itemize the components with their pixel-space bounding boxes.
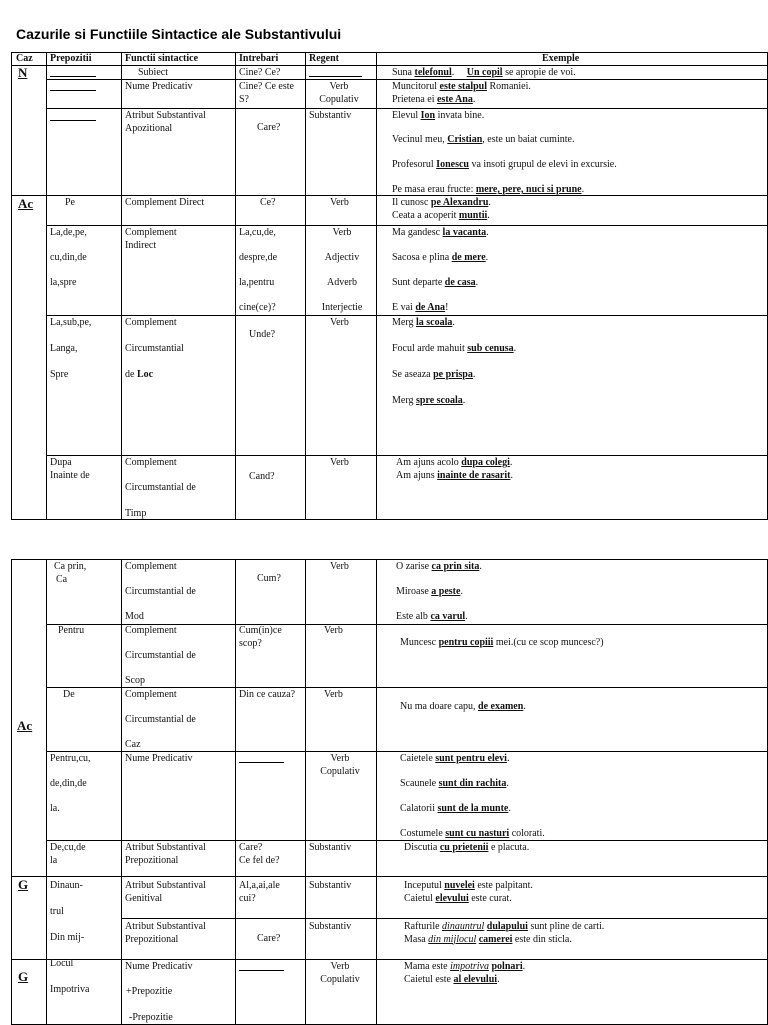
exemplu-complement-scop: Muncesc pentru copiii mei.(cu ce scop muncesc?) <box>400 637 604 648</box>
prepozitie-de: De <box>63 689 75 700</box>
cases-table-2 <box>11 559 768 1025</box>
functie-nume-predicativ: Nume Predicativ <box>125 753 193 764</box>
functie-atribut-genitival: Atribut Substantival Genitival <box>125 880 206 904</box>
exemplu-subiect: Suna telefonul. Un copil se apropie de voi. <box>392 67 576 78</box>
functie-complement-cauza: Complement Circumstantial de Caz <box>125 689 196 750</box>
prepozitii-atribut-prepozitional: De,cu,de la <box>50 842 86 866</box>
exemplu-atribut-apozitional-2: Vecinul meu, Cristian, este un baiat cuminte. <box>392 134 575 145</box>
header-regent: Regent <box>309 53 339 64</box>
exemplu-complement-indirect: Ma gandesc la vacanta. Sacosa e plina de mere. Sunt departe de casa. E vai de Ana! <box>392 227 489 313</box>
functie-complement-loc: Complement Circumstantial de Loc <box>125 317 184 380</box>
intrebare-atribut-apozitional: Care? <box>257 122 281 133</box>
prepozitii-complement-timp: Dupa Inainte de <box>50 457 90 481</box>
header-prepozitii: Prepozitii <box>50 53 92 64</box>
case-label-acuzativ: Ac <box>17 718 33 733</box>
exemplu-atribut-apozitional-1: Elevul Ion invata bine. <box>392 110 485 121</box>
case-label-genitiv: G <box>18 877 29 892</box>
prepozitii-complement-indirect: La,de,pe, cu,din,de la,spre <box>50 227 87 288</box>
prepozitie-pentru: Pentru <box>58 625 85 636</box>
intrebare-atribut-genitival: Al,a,ai,ale cui? <box>239 880 280 904</box>
case-label-nominativ: N <box>18 65 28 80</box>
intrebare-complement-direct: Ce? <box>260 197 276 208</box>
regent-verb: Verb <box>330 457 349 468</box>
intrebare-complement-loc: Unde? <box>249 329 276 340</box>
prepozitie-blank <box>50 81 96 96</box>
intrebare-blank <box>239 753 284 768</box>
header-intrebari: Intrebari <box>239 53 279 64</box>
prepozitii-complement-loc: La,sub,pe, Langa, Spre <box>50 317 92 380</box>
regent-substantiv: Substantiv <box>309 110 352 121</box>
functie-complement-direct: Complement Direct <box>125 197 205 208</box>
regent-blank <box>309 67 362 82</box>
functie-nume-predicativ: Nume Predicativ <box>125 81 193 92</box>
prepozitii-complement-mod: Ca prin, Ca <box>54 561 87 585</box>
functie-complement-scop: Complement Circumstantial de Scop <box>125 625 196 686</box>
exemplu-complement-direct: Il cunosc pe Alexandru. Ceata a acoperit muntii. <box>392 197 491 221</box>
regent-verb: Verb <box>330 561 349 572</box>
exemplu-complement-timp: Am ajuns acolo dupa colegi. Am ajuns inainte de rasarit. <box>396 457 513 481</box>
regent-verb: Verb <box>324 625 343 636</box>
regent-verb-copulativ: Verb Copulativ <box>320 961 360 985</box>
functie-atribut-apozitional: Atribut Substantival Apozitional <box>125 110 206 134</box>
intrebare-complement-timp: Cand? <box>249 471 275 482</box>
prepozitie-blank <box>50 67 96 82</box>
regent-substantiv: Substantiv <box>309 921 352 932</box>
regent-verb-copulativ: Verb Copulativ <box>320 753 360 777</box>
exemplu-nume-predicativ: Muncitorul este stalpul Romaniei. Prietena ei este Ana. <box>392 81 531 105</box>
intrebare-blank <box>239 961 284 976</box>
intrebare-complement-cauza: Din ce cauza? <box>239 689 296 700</box>
prepozitii-nume-predicativ: Pentru,cu, de,din,de la. <box>50 753 91 814</box>
regent-verb: Verb <box>324 689 343 700</box>
case-label-genitiv: G <box>18 969 29 984</box>
exemplu-atribut-prepozitional-genitiv: Rafturile dinauntrul dulapului sunt pline de carti. Masa din mijlocul camerei este din sticla. <box>404 921 605 945</box>
intrebare-atribut-prepozitional-genitiv: Care? <box>257 933 281 944</box>
intrebare-nume-predicativ: Cine? Ce este S? <box>239 81 294 105</box>
prepozitie-blank <box>50 111 96 126</box>
intrebare-subiect: Cine? Ce? <box>239 67 281 78</box>
functie-atribut-prepozitional: Atribut Substantival Prepozitional <box>125 842 206 866</box>
functie-nume-predicativ-genitiv: Nume Predicativ +Prepozitie -Prepozitie <box>125 961 193 1023</box>
exemplu-atribut-genitival: Inceputul nuvelei este palpitant. Caietul elevului este curat. <box>404 880 533 904</box>
regent-verb: Verb <box>330 197 349 208</box>
exemplu-complement-loc: Merg la scoala. Focul arde mahuit sub cenusa. Se aseaza pe prispa. Merg spre scoala. <box>392 317 517 406</box>
page-title: Cazurile si Functiile Sintactice ale Substantivului <box>16 26 342 42</box>
cases-table-1 <box>11 52 768 520</box>
exemplu-complement-mod: O zarise ca prin sita. Miroase a peste. Este alb ca varul. <box>396 561 482 622</box>
prepozitii-genitiv: Dinaun- trul Din mij- Locul Impotriva <box>50 880 90 995</box>
regent-substantiv: Substantiv <box>309 880 352 891</box>
functie-complement-indirect: Complement Indirect <box>125 227 177 251</box>
header-exemple: Exemple <box>542 53 580 64</box>
functie-atribut-prepozitional-genitiv: Atribut Substantival Prepozitional <box>125 921 206 945</box>
exemplu-atribut-apozitional-3: Profesorul Ionescu va insoti grupul de elevi in excursie. <box>392 159 617 170</box>
functie-complement-timp: Complement Circumstantial de Timp <box>125 457 196 519</box>
exemplu-nume-predicativ-genitiv: Mama este impotriva polnari. Caietul este al elevului. <box>404 961 526 985</box>
case-label-acuzativ: Ac <box>18 196 34 211</box>
regent-verb-copulativ: Verb Copulativ <box>319 81 359 105</box>
regent-complement-indirect: Verb Adjectiv Adverb Interjectie <box>321 227 363 313</box>
intrebare-complement-scop: Cum(in)ce scop? <box>239 625 282 649</box>
prepozitie-pe: Pe <box>65 197 75 208</box>
regent-substantiv: Substantiv <box>309 842 352 853</box>
intrebare-atribut-prepozitional: Care? Ce fel de? <box>239 842 280 866</box>
exemplu-atribut-apozitional-4: Pe masa erau fructe: mere, pere, nuci si prune. <box>392 184 585 195</box>
exemplu-complement-cauza: Nu ma doare capu, de examen. <box>400 701 526 712</box>
header-caz: Caz <box>16 53 33 64</box>
exemplu-atribut-prepozitional: Discutia cu prietenii e placuta. <box>404 842 530 853</box>
regent-verb: Verb <box>330 317 349 328</box>
intrebare-complement-mod: Cum? <box>257 573 281 584</box>
exemplu-nume-predicativ: Caietele sunt pentru elevi. Scaunele sunt din rachita. Calatorii sunt de la munte. Costumele sunt cu nasturi colorati. <box>400 753 545 839</box>
header-functii: Functii sintactice <box>125 53 199 64</box>
intrebare-complement-indirect: La,cu,de, despre,de la,pentru cine(ce)? <box>239 227 278 313</box>
functie-complement-mod: Complement Circumstantial de Mod <box>125 561 196 622</box>
functie-subiect: Subiect <box>138 67 168 78</box>
